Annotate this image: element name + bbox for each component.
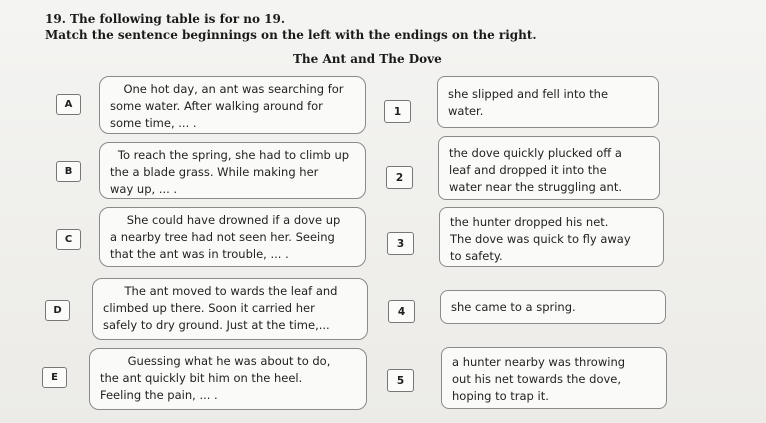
beginning-e-line-2: the ant quickly bit him on the heel. xyxy=(100,371,303,385)
beginning-b-line-3: way up, ... . xyxy=(110,182,178,196)
beginning-c-line-1: She could have drowned if a dove up xyxy=(126,213,341,227)
letter-box-c: C xyxy=(56,229,81,250)
ending-2-line-1: the dove quickly plucked off a xyxy=(449,146,622,160)
beginning-box-b xyxy=(99,142,366,199)
ending-box-2 xyxy=(438,136,660,200)
ending-5-line-3: hoping to trap it. xyxy=(452,389,549,403)
ending-5-line-2: out his net towards the dove, xyxy=(452,372,622,386)
ending-box-1 xyxy=(437,76,659,128)
number-box-4: 4 xyxy=(388,300,415,323)
beginning-a-line-2: some water. After walking around for xyxy=(110,99,323,113)
letter-box-d: D xyxy=(45,300,70,321)
beginning-c-line-3: that the ant was in trouble, ... . xyxy=(110,247,289,261)
number-box-1: 1 xyxy=(384,100,411,123)
beginning-d-line-1: The ant moved to wards the leaf and xyxy=(124,284,338,298)
question-instruction: Match the sentence beginnings on the left with the endings on the right. xyxy=(45,28,537,42)
ending-3-line-1: the hunter dropped his net. xyxy=(450,215,609,229)
ending-box-5 xyxy=(441,347,667,409)
beginning-box-d xyxy=(92,278,368,340)
story-title: The Ant and The Dove xyxy=(293,52,442,66)
ending-3-line-2: The dove was quick to fly away xyxy=(450,232,631,246)
ending-box-3 xyxy=(439,207,664,267)
beginning-d-line-2: climbed up there. Soon it carried her xyxy=(103,301,315,315)
ending-1-line-2: water. xyxy=(448,104,484,118)
beginning-b-line-2: the a blade grass. While making her xyxy=(110,165,319,179)
beginning-b-line-1: To reach the spring, she had to climb up xyxy=(117,148,350,162)
beginning-d-line-3: safely to dry ground. Just at the time,... xyxy=(103,318,330,332)
number-box-5: 5 xyxy=(387,369,414,392)
ending-3-line-3: to safety. xyxy=(450,249,503,263)
number-box-3: 3 xyxy=(387,232,414,255)
beginning-a-line-1: One hot day, an ant was searching for xyxy=(123,82,344,96)
letter-box-a: A xyxy=(56,94,81,115)
beginning-box-a xyxy=(99,76,366,134)
beginning-c-line-2: a nearby tree had not seen her. Seeing xyxy=(110,230,335,244)
ending-2-line-3: water near the struggling ant. xyxy=(449,180,622,194)
letter-box-e: E xyxy=(42,367,67,388)
ending-1-line-1: she slipped and fell into the xyxy=(448,87,609,101)
letter-box-b: B xyxy=(56,161,81,182)
beginning-box-e xyxy=(89,348,367,410)
question-heading: 19. The following table is for no 19. xyxy=(45,12,286,26)
beginning-a-line-3: some time, ... . xyxy=(110,116,197,130)
ending-box-4 xyxy=(440,290,666,324)
beginning-box-c xyxy=(99,207,366,267)
beginning-e-line-1: Guessing what he was about to do, xyxy=(127,354,331,368)
ending-5-line-1: a hunter nearby was throwing xyxy=(452,355,626,369)
ending-4-line-1: she came to a spring. xyxy=(451,300,576,314)
beginning-e-line-3: Feeling the pain, ... . xyxy=(100,388,218,402)
number-box-2: 2 xyxy=(386,166,413,189)
ending-2-line-2: leaf and dropped it into the xyxy=(449,163,607,177)
